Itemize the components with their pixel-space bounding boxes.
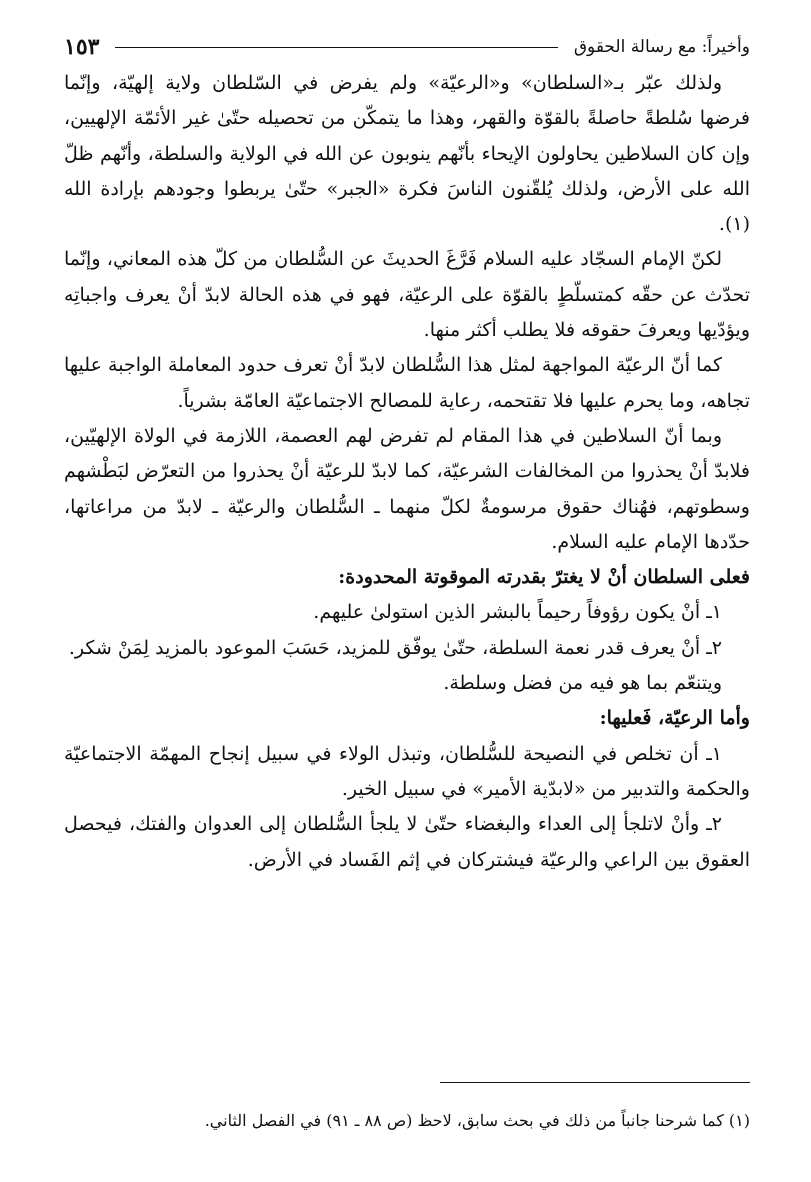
body-text [64, 66, 750, 878]
subjects-duty-item: ١ـ أن تخلص في النصيحة للسُّلطان، وتبذل الولاء في سبيل إنجاح المهمّة الاجتماعيّة والحكمة والتدبير من «لابدّية الأمير» في سبيل الخير. [64, 742, 750, 800]
sultan-duties-heading: فعلى السلطان أنْ لا يغترّ بقدرته الموقوتة المحدودة: [338, 566, 750, 589]
running-title: وأخيراً: مع رسالة الحقوق [573, 37, 750, 57]
paragraph-no-infallibility: وبما أنّ السلاطين في هذا المقام لم تفرض لهم العصمة، اللازمة في الولاة الإلهيّين، فلابدّ أنْ يحذروا من المخالفات الشرعيّة، كما لابدّ للرعيّة أنْ يحذروا من التعرّض لبَطْشهم وسطوتهم، فهُناك حقوق مرسومةٌ لكلّ منهما ـ السُّلطان والرعيّة ـ لابدّ من مراعاتها، حدّدها الإمام عليه السلام. [64, 424, 750, 553]
footnote: (١) كما شرحنا جانباً من ذلك في بحث سابق، لاحظ (ص ٨٨ ـ ٩١) في الفصل الثاني. [204, 1111, 750, 1130]
paragraph-imam-sajjad: لكنّ الإمام السجّاد عليه السلام فَرَّغَ الحديثَ عن السُّلطان من كلّ هذه المعاني، وإنّما تحدّث عن حقّه كمتسلّطٍ بالقوّة على الرعيّة، فهو في هذه الحالة لابدّ أنْ يعرف واجباتِه ويؤدّيها ويعرفَ حقوقه فلا يطلب أكثر منها. [64, 248, 750, 342]
footnote-rule [440, 1082, 750, 1083]
paragraph-subjects-duties: كما أنّ الرعيّة المواجهة لمثل هذا السُّلطان لابدّ أنْ تعرف حدود المعاملة الواجبة عليها تجاهه، وما يحرم عليها فلا تقتحمه، رعاية للمصالح الاجتماعيّة العامّة بشرياً. [64, 354, 750, 412]
book-page [64, 30, 750, 1130]
running-header [64, 30, 750, 64]
paragraph-sultan-term: ولذلك عبّر بـ«السلطان» و«الرعيّة» ولم يفرض في السّلطان ولاية إلهيّة، وإنّما فرضها سُلطةً حاصلةً بالقوّة والقهر، وهذا ما يتمكّن من تحصيله حتّىٰ غير الأئمّة الإلهيين، وإن كان السلاطين يحاولون الإيحاء بأنّهم ينوبون عن الله في الولاية والسلطة، وأنّهم ظلّ الله على الأرض، ولذلك يُلقّنون الناسَ فكرة «الجبر» حتّىٰ يربطوا وجودهم بإرادة الله (١). [64, 72, 750, 236]
header-rule [115, 47, 557, 48]
subjects-duties-heading: وأما الرعيّة، فَعليها: [599, 707, 750, 730]
subjects-duty-item: ٢ـ وأنْ لاتلجأ إلى العداء والبغضاء حتّىٰ لا يلجأ السُّلطان إلى العدوان والفتك، فيحصل العقوق بين الراعي والرعيّة فيشتركان في إثم الفَساد في الأرض. [64, 813, 750, 871]
sultan-duty-item: ٢ـ أنْ يعرف قدر نعمة السلطة، حتّىٰ يوفّق للمزيد، حَسَبَ الموعود بالمزيد لِمَنْ شكر. [68, 636, 722, 659]
page-number: ١٥٣ [64, 34, 100, 60]
sultan-duty-item: ١ـ أنْ يكون رؤوفاً رحيماً بالبشر الذين استولىٰ عليهم. [313, 601, 722, 624]
sultan-duties-closing: ويتنعّم بما هو فيه من فضل وسلطة. [443, 672, 722, 695]
